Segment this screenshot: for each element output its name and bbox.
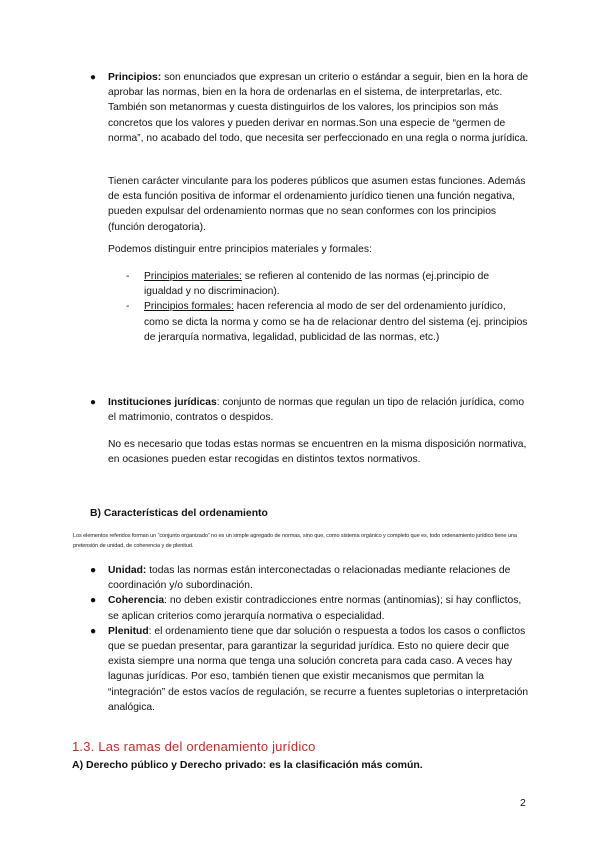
bullet-icon: ●: [90, 565, 97, 576]
char-item-term: Unidad:: [108, 565, 147, 576]
caracteristicas-heading: B) Características del ordenamiento: [90, 508, 268, 519]
page-number: 2: [520, 797, 526, 809]
char-item-text: : el ordenamiento tiene que dar solución o respuesta a todos los casos o conflictos que se puedan presentar, para garantizar la seguridad jurídica. Esto no quiere decir que exista siempre una norma que tenga una solución concreta para cada caso. A veces hay lagunas jurídicas. Por eso, también tienen que existir mecanismos que permitan la “integración” de estos vacíos de regulación, se recurre a fuentes supletorias o interpretación analógica.: [108, 625, 529, 713]
sub-item-text: hacen referencia al modo de ser del ordenamiento jurídico, como se dicta la norma y como se ha de relacionar dentro del sistema (ej. principios de jerarquía normativa, legalidad, publicidad de las normas, etc.): [144, 301, 528, 343]
char-item-text: : no deben existir contradicciones entre normas (antinomias); si hay conflictos, se aplican criterios como jerarquía normativa o especialidad.: [108, 595, 522, 622]
bullet-icon: ●: [90, 625, 97, 637]
principios-para-vinculante: Tienen carácter vinculante para los poderes públicos que asumen estas funciones. Además de esta función positiva de informar el ordenamiento jurídico tienen una función negativa, pueden expulsar del ordenamiento normas que no sean conformes con los principios (función derogatoria).: [108, 176, 526, 233]
char-item-term: Plenitud: [108, 625, 149, 637]
caracteristicas-note: Los elementos referidos forman un “conjunto organizado” no es un simple agregado de normas, sino que, como sistema orgánico y completo que es, todo ordenamiento jurídico tiene una pretensión de unidad, de coherencia y de plenitud.: [73, 533, 517, 549]
sub-item-term: Principios formales:: [144, 301, 234, 313]
principios-bullet: [90, 70, 530, 146]
dash-marker: -: [126, 271, 130, 282]
char-item-plenitud: [90, 624, 530, 715]
instituciones-text: : conjunto de normas que regulan un tipo de relación jurídica, como el matrimonio, contratos o despidos.: [108, 397, 525, 424]
char-item-term: Coherencia: [108, 595, 165, 607]
section-title: 1.3. Las ramas del ordenamiento jurídico: [72, 739, 316, 754]
principios-text-block: [108, 70, 530, 146]
sub-item-text: se refieren al contenido de las normas (ej.principio de igualdad y no discriminacion).: [144, 271, 490, 298]
section-subtitle: A) Derecho público y Derecho privado: es la clasificación más común.: [72, 759, 423, 771]
principios-text: son enunciados que expresan un criterio o estándar a seguir, bien en la hora de aprobar las normas, bien en la hora de ordenarlas en el sistema, de interpretarlas, etc. También son metanormas y cuesta distinguirlos de los valores, los principios son más concretos que los valores y pueden derivar en normas.Son una especie de “germen de norma”, no acabado del todo, que necesita ser perfeccionado en una regla o norma jurídica.: [108, 72, 529, 144]
dash-marker: -: [126, 301, 130, 313]
principios-sub-list: [126, 269, 530, 345]
caracteristicas-list: [90, 563, 530, 715]
bullet-icon: ●: [90, 595, 97, 607]
principios-term: Principios:: [108, 72, 162, 83]
instituciones-term: Instituciones jurídicas: [108, 397, 217, 408]
bullet-icon: ●: [90, 397, 97, 408]
instituciones-para: No es necesario que todas estas normas se encuentren en la misma disposición normativa, en ocasiones pueden estar recogidas en distintos textos normativos.: [108, 439, 527, 466]
principios-para-distinguir: Podemos distinguir entre principios materiales y formales:: [108, 244, 372, 255]
bullet-icon: ●: [90, 72, 97, 83]
sub-item-formales: [126, 299, 530, 345]
char-item-unidad: [90, 563, 530, 593]
sub-item-term: Principios materiales:: [144, 271, 242, 282]
char-item-coherencia: [90, 593, 530, 623]
char-item-text: todas las normas están interconectadas o relacionadas mediante relaciones de coordinación y/o subordinación.: [108, 565, 511, 592]
instituciones-bullet: [90, 395, 530, 425]
sub-item-materiales: [126, 269, 530, 299]
instituciones-text-block: [108, 395, 530, 425]
